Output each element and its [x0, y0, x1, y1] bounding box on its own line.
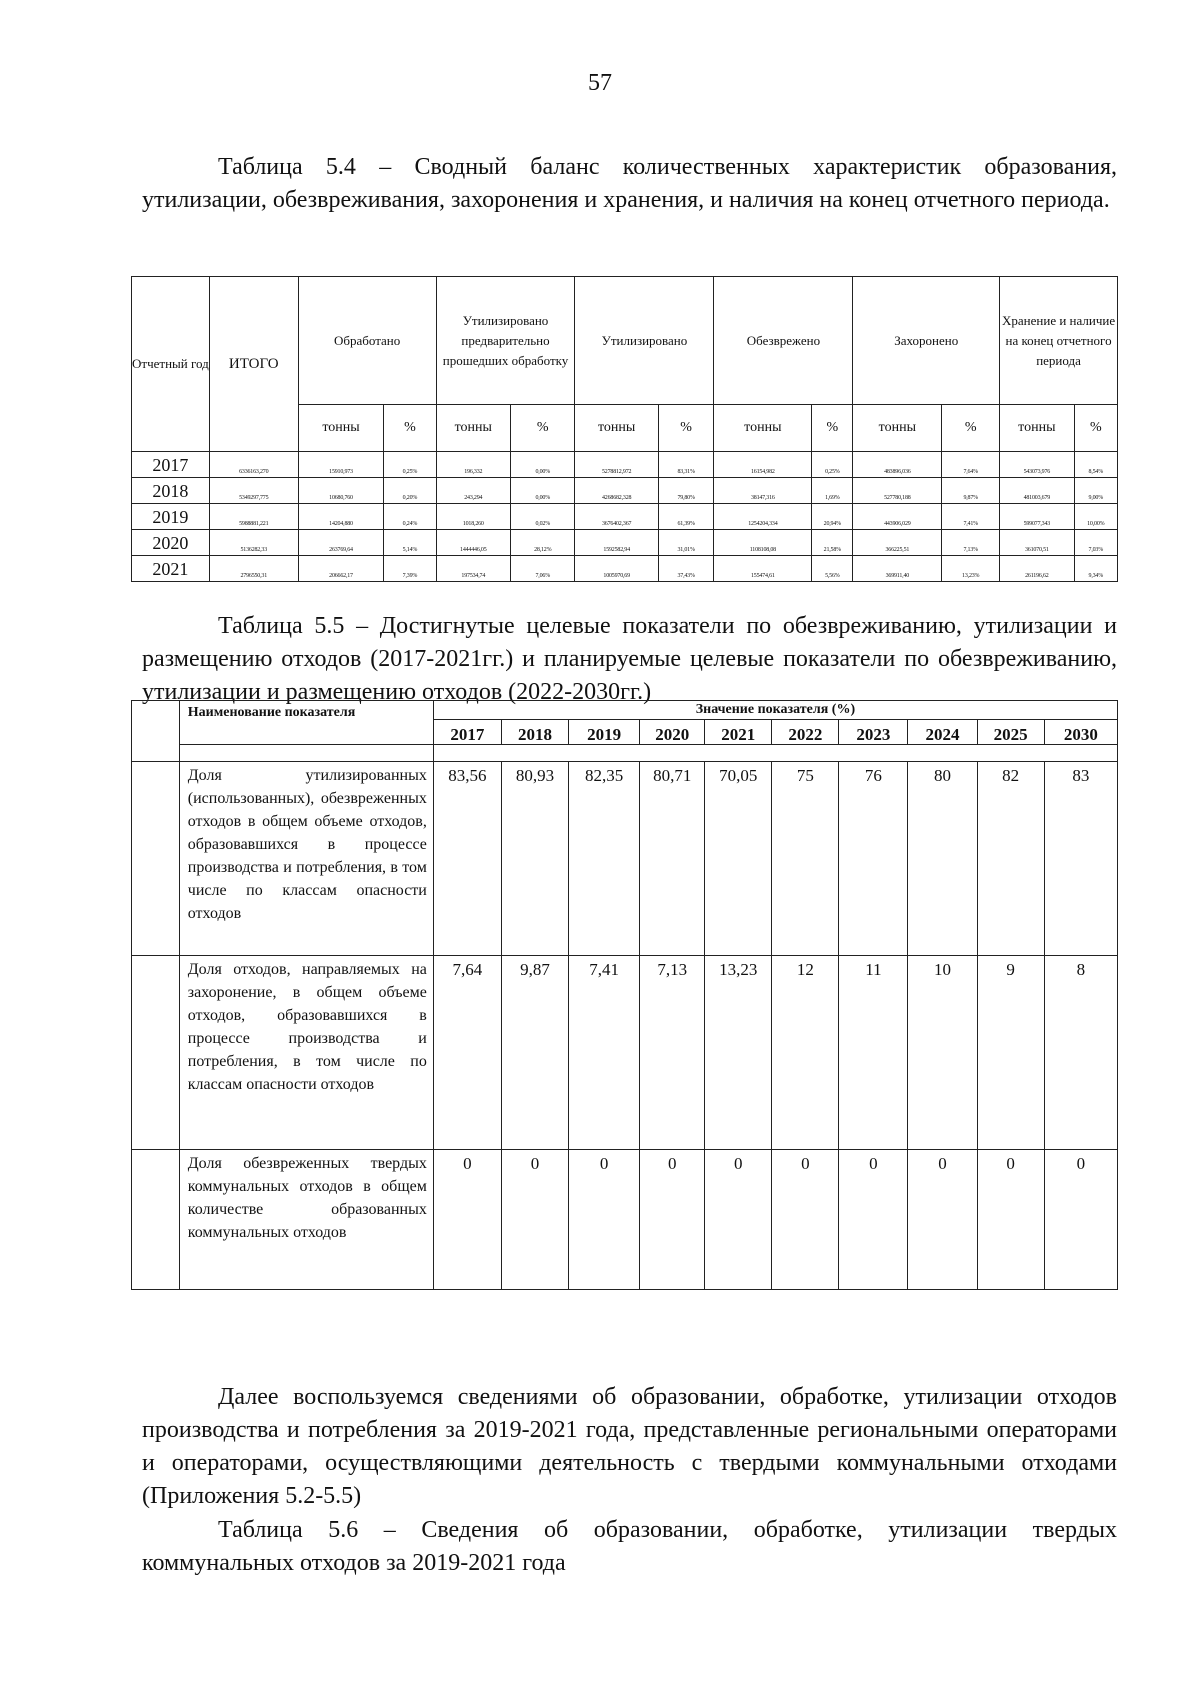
value-cell: 83,31% — [658, 452, 714, 478]
value-cell: 483896,036 — [853, 452, 942, 478]
value-cell: 1444446,05 — [436, 530, 510, 556]
value-cell: 0 — [569, 1150, 640, 1290]
value-cell: 79,80% — [658, 478, 714, 504]
header-storage: Хранение и наличие на конец отчетного периода — [1000, 277, 1118, 405]
table-5-4-caption: Таблица 5.4 – Сводный баланс количественных характеристик образования, утилизации, обезвреживания, захоронения и хранения, и наличия на конец отчетного периода. — [142, 154, 1117, 213]
body-paragraph: Далее воспользуемся сведениями об образовании, обработке, утилизации отходов производства и потребления за 2019-2021 года, представленные региональными операторами и операторами, осуществляющими деятельность с твердыми коммунальными отходами (Приложения 5.2-5.5) — [142, 1384, 1117, 1509]
value-cell: 5349297,775 — [209, 478, 298, 504]
value-cell: 10,00% — [1074, 504, 1117, 530]
subheader-pct: % — [812, 405, 853, 452]
year-header: 2019 — [569, 720, 640, 745]
value-cell: 12 — [772, 956, 839, 1150]
value-cell: 1018,260 — [436, 504, 510, 530]
indicator-name: Доля отходов, направляемых на захоронение, в общем объеме отходов, образовавшихся в процессе производства и потребления, в том числе по классам опасности отходов — [179, 956, 433, 1150]
header-year: Отчетный год — [132, 277, 210, 452]
value-cell: 3676402,367 — [575, 504, 658, 530]
header-utilized-after: Утилизировано предварительно прошедших обработку — [436, 277, 575, 405]
year-header: 2020 — [640, 720, 705, 745]
value-cell: 80,71 — [640, 762, 705, 956]
name-header: Наименование показателя — [179, 701, 433, 745]
value-cell: 0,20% — [384, 478, 436, 504]
value-cell: 70,05 — [705, 762, 772, 956]
indicator-name: Доля обезвреженных твердых коммунальных отходов в общем количестве образованных коммунальных отходов — [179, 1150, 433, 1290]
year-header: 2018 — [501, 720, 568, 745]
subheader-pct: % — [1074, 405, 1117, 452]
blank-cell — [132, 762, 180, 956]
value-cell: 80,93 — [501, 762, 568, 956]
value-cell: 7,41% — [942, 504, 1000, 530]
table-row — [132, 504, 1118, 530]
value-cell: 196,332 — [436, 452, 510, 478]
value-cell: 0,02% — [511, 504, 575, 530]
subheader-tons: тонны — [714, 405, 812, 452]
value-cell: 7,13 — [640, 956, 705, 1150]
value-cell: 38147,316 — [714, 478, 812, 504]
value-cell: 543073,976 — [1000, 452, 1074, 478]
value-cell: 15910,973 — [298, 452, 384, 478]
value-cell: 5,56% — [812, 556, 853, 582]
value-cell: 5988881,221 — [209, 504, 298, 530]
value-cell: 527780,188 — [853, 478, 942, 504]
value-cell: 61,39% — [658, 504, 714, 530]
year-cell: 2019 — [132, 504, 210, 530]
value-cell: 5278812,972 — [575, 452, 658, 478]
value-cell: 7,64% — [942, 452, 1000, 478]
value-cell: 80 — [908, 762, 977, 956]
value-cell: 10 — [908, 956, 977, 1150]
table-row — [132, 530, 1118, 556]
value-cell: 481003,679 — [1000, 478, 1074, 504]
value-cell: 0 — [839, 1150, 908, 1290]
table-row — [132, 956, 1118, 1150]
value-cell: 83 — [1044, 762, 1117, 956]
subheader-tons: тонны — [853, 405, 942, 452]
subheader-pct: % — [658, 405, 714, 452]
value-cell: 0,24% — [384, 504, 436, 530]
year-header: 2030 — [1044, 720, 1117, 745]
blank-cell — [132, 1150, 180, 1290]
value-cell: 31,01% — [658, 530, 714, 556]
subheader-pct: % — [942, 405, 1000, 452]
value-cell: 13,23% — [942, 556, 1000, 582]
value-cell: 0,00% — [511, 452, 575, 478]
year-header: 2017 — [433, 720, 501, 745]
table-row — [132, 556, 1118, 582]
value-cell: 599077,343 — [1000, 504, 1074, 530]
value-cell: 0,25% — [812, 452, 853, 478]
value-cell: 0 — [705, 1150, 772, 1290]
value-cell: 1254204,334 — [714, 504, 812, 530]
value-cell: 5136282,33 — [209, 530, 298, 556]
year-header: 2022 — [772, 720, 839, 745]
value-cell: 7,41 — [569, 956, 640, 1150]
table-5-5-caption: Таблица 5.5 – Достигнутые целевые показатели по обезвреживанию, утилизации и размещению отходов (2017-2021гг.) и планируемые целевые показатели по обезвреживанию, утилизации и размещению отходов (2022-2030гг.) — [142, 613, 1117, 705]
value-cell: 4268682,328 — [575, 478, 658, 504]
value-cell: 7,39% — [384, 556, 436, 582]
table-row — [132, 452, 1118, 478]
value-cell: 155474,61 — [714, 556, 812, 582]
value-cell: 21,58% — [812, 530, 853, 556]
value-cell: 361070,51 — [1000, 530, 1074, 556]
year-cell: 2018 — [132, 478, 210, 504]
value-cell: 9,87% — [942, 478, 1000, 504]
value-cell: 0 — [772, 1150, 839, 1290]
header-buried: Захоронено — [853, 277, 1000, 405]
value-cell: 13,23 — [705, 956, 772, 1150]
blank-cell — [132, 956, 180, 1150]
value-cell: 9,34% — [1074, 556, 1117, 582]
value-cell: 0 — [977, 1150, 1044, 1290]
value-cell: 7,13% — [942, 530, 1000, 556]
table-5-6-caption: Таблица 5.6 – Сведения об образовании, обработке, утилизации твердых коммунальных отходов за 2019-2021 года — [142, 1517, 1117, 1576]
subheader-tons: тонны — [1000, 405, 1074, 452]
table-5-4 — [131, 276, 1118, 582]
year-cell: 2017 — [132, 452, 210, 478]
value-cell: 0 — [433, 1150, 501, 1290]
value-cell: 37,43% — [658, 556, 714, 582]
value-header: Значение показателя (%) — [433, 701, 1117, 720]
value-cell: 7,64 — [433, 956, 501, 1150]
value-cell: 14204,880 — [298, 504, 384, 530]
subheader-tons: тонны — [575, 405, 658, 452]
subheader-tons: тонны — [298, 405, 384, 452]
value-cell: 1592582,94 — [575, 530, 658, 556]
value-cell: 83,56 — [433, 762, 501, 956]
spacer-cell — [433, 745, 1117, 762]
value-cell: 1108108,08 — [714, 530, 812, 556]
value-cell: 7,06% — [511, 556, 575, 582]
table-row — [132, 1150, 1118, 1290]
subheader-pct: % — [384, 405, 436, 452]
value-cell: 369911,40 — [853, 556, 942, 582]
value-cell: 7,03% — [1074, 530, 1117, 556]
value-cell: 0,00% — [511, 478, 575, 504]
value-cell: 0,25% — [384, 452, 436, 478]
value-cell: 75 — [772, 762, 839, 956]
value-cell: 8 — [1044, 956, 1117, 1150]
year-header: 2024 — [908, 720, 977, 745]
value-cell: 2796550,31 — [209, 556, 298, 582]
value-cell: 82 — [977, 762, 1044, 956]
value-cell: 20,94% — [812, 504, 853, 530]
value-cell: 6336163,270 — [209, 452, 298, 478]
subheader-tons: тонны — [436, 405, 510, 452]
header-processed: Обработано — [298, 277, 436, 405]
value-cell: 443906,029 — [853, 504, 942, 530]
value-cell: 9,87 — [501, 956, 568, 1150]
value-cell: 261196,62 — [1000, 556, 1074, 582]
value-cell: 0 — [501, 1150, 568, 1290]
value-cell: 1005970,69 — [575, 556, 658, 582]
value-cell: 10680,760 — [298, 478, 384, 504]
table-row — [132, 478, 1118, 504]
page-number: 57 — [588, 70, 612, 96]
value-cell: 5,14% — [384, 530, 436, 556]
value-cell: 1,69% — [812, 478, 853, 504]
value-cell: 28,12% — [511, 530, 575, 556]
value-cell: 0 — [640, 1150, 705, 1290]
indicator-name: Доля утилизированных (использованных), обезвреженных отходов в общем объеме отходов, образовавшихся в процессе производства и потребления, в том числе по классам опасности отходов — [179, 762, 433, 956]
value-cell: 9 — [977, 956, 1044, 1150]
table-5-5 — [131, 700, 1118, 1290]
spacer-cell — [179, 745, 433, 762]
value-cell: 243,294 — [436, 478, 510, 504]
value-cell: 9,00% — [1074, 478, 1117, 504]
value-cell: 0 — [908, 1150, 977, 1290]
year-header: 2023 — [839, 720, 908, 745]
table-row — [132, 762, 1118, 956]
blank-header — [132, 701, 180, 762]
value-cell: 8,54% — [1074, 452, 1117, 478]
value-cell: 76 — [839, 762, 908, 956]
year-cell: 2020 — [132, 530, 210, 556]
year-header: 2021 — [705, 720, 772, 745]
year-cell: 2021 — [132, 556, 210, 582]
header-utilized: Утилизировано — [575, 277, 714, 405]
header-neutralized: Обезврежено — [714, 277, 853, 405]
value-cell: 197534,74 — [436, 556, 510, 582]
value-cell: 206662,17 — [298, 556, 384, 582]
value-cell: 82,35 — [569, 762, 640, 956]
value-cell: 366225,51 — [853, 530, 942, 556]
value-cell: 16154,982 — [714, 452, 812, 478]
value-cell: 11 — [839, 956, 908, 1150]
year-header: 2025 — [977, 720, 1044, 745]
value-cell: 263769,64 — [298, 530, 384, 556]
header-total: ИТОГО — [209, 277, 298, 452]
value-cell: 0 — [1044, 1150, 1117, 1290]
subheader-pct: % — [511, 405, 575, 452]
